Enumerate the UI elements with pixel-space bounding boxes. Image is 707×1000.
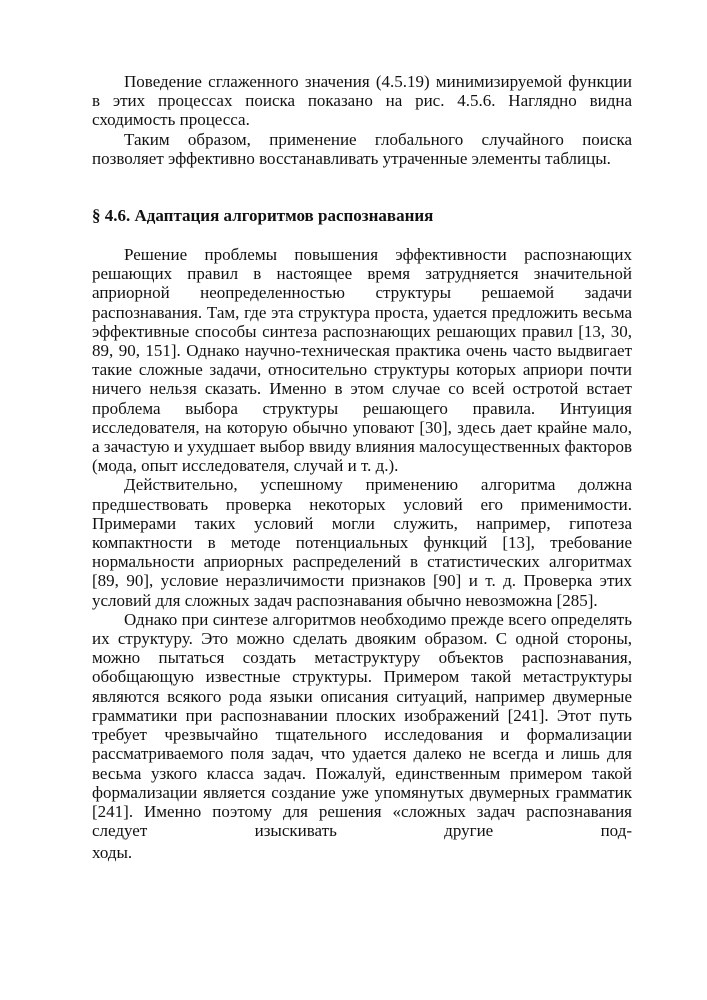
intro-paragraph-2: Таким образом, применение глобального случайного поиска позволяет эффективно восстанавливать утраченные элементы таблицы. <box>92 129 632 168</box>
continuation-word: ходы. <box>92 843 133 863</box>
section-heading: § 4.6. Адаптация алгоритмов распознавания <box>92 206 434 226</box>
intro-paragraph-1: Поведение сглаженного значения (4.5.19) минимизируемой функции в этих процессах поиска показано на рис. 4.5.6. Наглядно видна сходимость процесса. <box>92 72 632 130</box>
body-paragraph-1: Решение проблемы повышения эффективности распознающих решающих правил в настоящее время затрудняется значительной априорной неопределенностью структуры решаемой задачи распознавания. Там, где эта структура проста, удается предложить весьма эффективные способы синтеза распознающих решающих правил [13, 30, 89, 90, 151]. Однако научно-техническая практика очень часто выдвигает такие сложные задачи, относительно структуры которых априори почти ничего нельзя сказать. Именно в этом случае со всей остротой встает проблема выбора структуры решающего правила. Интуиция исследователя, на которую обычно уповают [30], здесь дает крайне мало, а зачастую и ухудшает выбор ввиду влияния малосущественных факторов (мода, опыт исследователя, случай и т. д.). <box>92 245 632 476</box>
document-page <box>92 72 632 863</box>
body-paragraph-2: Действительно, успешному применению алгоритма должна предшествовать проверка некоторых условий его применимости. Примерами таких условий могли служить, например, гипотеза компактности в методе потенциальных функций [13], требование нормальности априорных распределений в статистических алгоритмах [89, 90], условие неразличимости признаков [90] и т. д. Проверка этих условий для сложных задач распознавания обычно невозможна [285]. <box>92 475 632 610</box>
body-paragraph-3: Однако при синтезе алгоритмов необходимо прежде всего определять их структуру. Это можно сделать двояким образом. С одной стороны, можно пытаться создать метаструктуру объектов распознавания, обобщающую известные структуры. Примером такой метаструктуры являются всякого рода языки описания ситуаций, например двумерные грамматики при распознавании плоских изображений [241]. Этот путь требует чрезвычайно тщательного исследования и формализации рассматриваемого поля задач, что удается далеко не всегда и лишь для весьма узкого класса задач. Пожалуй, единственным примером такой формализации является создание уже упомянутых двумерных грамматик [241]. Именно поэтому для решения «сложных задач распознавания следует изыскивать другие под- <box>92 609 632 841</box>
